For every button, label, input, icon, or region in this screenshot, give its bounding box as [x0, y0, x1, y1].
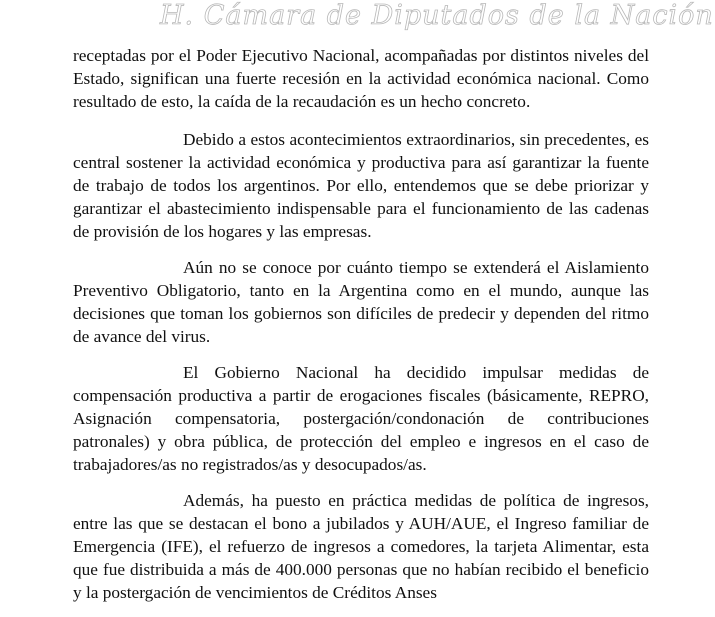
paragraph-3: Aún no se conoce por cuánto tiempo se extenderá el Aislamiento Preventivo Obligatorio, tanto en la Argentina como en el mundo, aunque las decisiones que toman los gobiernos son difíciles de predecir y dependen del ritmo de avance del virus. [73, 258, 649, 346]
letterhead-header [0, 0, 715, 40]
letterhead-title: H. Cámara de Diputados de la Nación [160, 0, 714, 31]
paragraph-4: El Gobierno Nacional ha decidido impulsar medidas de compensación productiva a partir de erogaciones fiscales (básicamente, REPRO, Asignación compensatoria, postergación/condonación de contribuciones patronales) y obra pública, de protección del empleo e ingresos en el caso de trabajadores/as no registrados/as y desocupados/as. [73, 363, 649, 474]
paragraph-5: Además, ha puesto en práctica medidas de política de ingresos, entre las que se destacan el bono a jubilados y AUH/AUE, el Ingreso familiar de Emergencia (IFE), el refuerzo de ingresos a comedores, la tarjeta Alimentar, esta que fue distribuida a más de 400.000 personas que no habían recibido el beneficio y la postergación de vencimientos de Créditos Anses [73, 491, 649, 602]
paragraph-2: Debido a estos acontecimientos extraordinarios, sin precedentes, es central sostener la actividad económica y productiva para así garantizar la fuente de trabajo de todos los argentinos. Por ello, entendemos que se debe priorizar y garantizar el abastecimiento indispensable para el funcionamiento de las cadenas de provisión de los hogares y las empresas. [73, 130, 649, 241]
document-body [73, 44, 649, 617]
paragraph-1: receptadas por el Poder Ejecutivo Nacional, acompañadas por distintos niveles del Estado, significan una fuerte recesión en la actividad económica nacional. Como resultado de esto, la caída de la recaudación es un hecho concreto. [73, 46, 649, 111]
